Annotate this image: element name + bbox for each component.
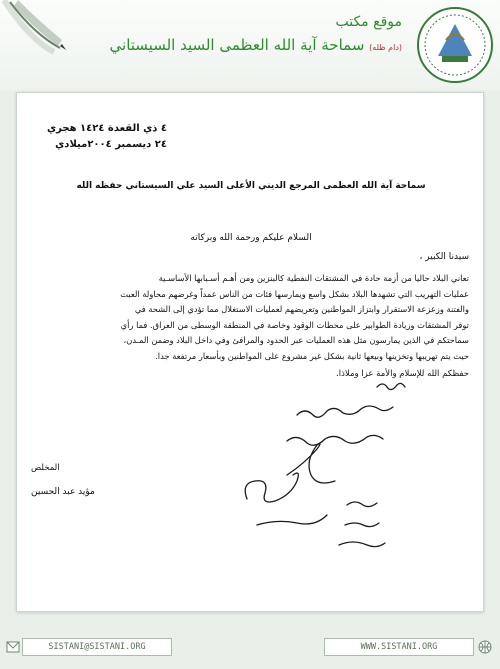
sender-name: مؤيد عبد الحسين <box>31 487 95 497</box>
office-title <box>110 36 402 54</box>
emblem-logo-icon <box>416 6 494 84</box>
footer <box>0 626 500 669</box>
date-hijri: ٤ ذي القعدة ١٤٢٤ هجري <box>47 123 167 134</box>
handwritten-reply-signature <box>227 375 427 565</box>
office-name: سماحة آية الله العظمى السيد السيستاني <box>109 36 365 54</box>
letter-body <box>27 271 469 364</box>
header <box>0 0 500 90</box>
body-line: توفر المشتقات وزيادة الطوابير على محطات الوقود وخاصة في المنطقة الوسطى من العراق. فما رأي <box>120 319 469 330</box>
site-label: موقع مكتب <box>335 14 402 30</box>
body-line: عمليات التهريب التي تشهدها البلاد بشكل واسع ويمارسها فئات من الناس عمداً وغرضهم محاولة العبث <box>120 288 469 299</box>
greeting: سيدنا الكبير ، <box>419 252 469 262</box>
letter-paper <box>16 92 484 612</box>
closing: حفظكم الله للإسلام والأمة عزا وملاذا. <box>336 369 469 379</box>
body-line: سماحتكم في الذين يمارسون مثل هذه العمليات عبر الحدود والمرافئ وفي داخل البلاد وضمن المـدن، <box>123 335 469 345</box>
body-line: تعاني البلاد حاليا من أزمة حادة في المشتقات النفطية كالبنزين ومن أهـم أسـبابها الأساسـية <box>158 273 469 283</box>
salutation: السلام عليكم ورحمة الله وبركاته <box>190 233 312 243</box>
quill-pen-icon <box>0 0 110 90</box>
honorific: (دام ظله) <box>369 43 402 52</box>
addressee: سماحة آية الله العظمى المرجع الديني الأعلى السيد علي السيستاني حفظه الله <box>76 181 426 191</box>
email-link[interactable]: SISTANI@SISTANI.ORG <box>22 638 172 656</box>
sender-label: المخلص <box>31 463 60 473</box>
letter-date <box>47 121 167 153</box>
email-icon <box>6 638 20 656</box>
date-gregorian: ٢٤ ديسمبر ٢٠٠٤ميلادي <box>55 139 167 150</box>
globe-icon <box>478 638 492 656</box>
body-line: والفتنة وزعزعة الاستقرار وابتزاز المواطنين وتعريضهم لعمليات الاستغلال مما تؤدي إلى الشحة في <box>134 304 469 314</box>
body-line: حيث يتم تهريبها وتخزينها وبيعها ثانية بشكل غير مشروع على المواطنين وبأسعار مرتفعة جدا. <box>155 350 469 361</box>
website-link[interactable]: WWW.SISTANI.ORG <box>324 638 474 656</box>
